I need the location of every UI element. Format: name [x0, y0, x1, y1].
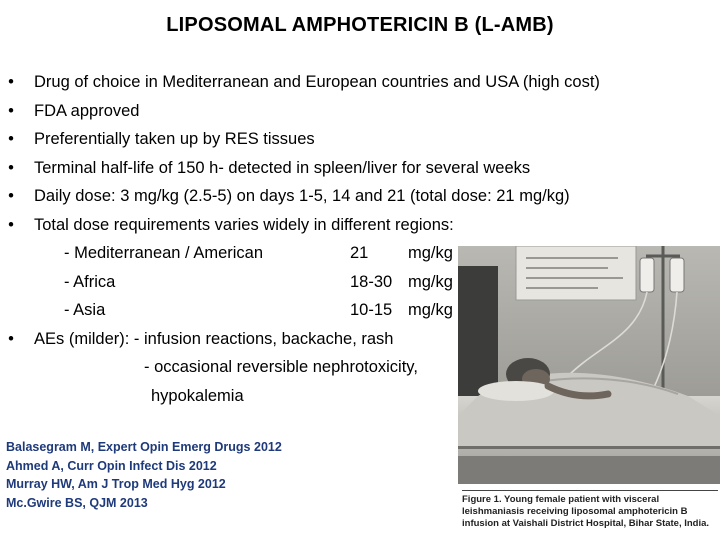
bullet-item	[4, 68, 704, 97]
region-dose-unit: mg/kg	[408, 272, 453, 291]
patient-photo-illustration	[458, 246, 720, 484]
reference-item: Balasegram M, Expert Opin Emerg Drugs 2012	[6, 440, 282, 454]
bullet-text: Preferentially taken up by RES tissues	[34, 130, 315, 148]
bullet-text: Terminal half-life of 150 h- detected in spleen/liver for several weeks	[34, 158, 531, 177]
adverse-effects-line-2: - occasional reversible nephrotoxicity,	[144, 358, 418, 376]
reference-item: Murray HW, Am J Trop Med Hyg 2012	[6, 477, 226, 491]
region-dose-unit: mg/kg	[408, 301, 453, 319]
bullet-text: FDA approved	[34, 101, 140, 120]
adverse-effects-text: AEs (milder): - infusion reactions, backache, rash	[34, 329, 394, 348]
bullet-text: Total dose requirements varies widely in different regions:	[34, 215, 454, 234]
bullet-item	[4, 182, 704, 211]
patient-photo	[458, 246, 720, 484]
bullet-item	[4, 125, 704, 154]
region-name: - Africa	[64, 272, 116, 291]
bullet-icon: •	[8, 329, 14, 348]
region-dose-value: 10-15	[350, 301, 393, 319]
reference-item: Mc.Gwire BS, QJM 2013	[6, 495, 148, 510]
bullet-icon: •	[8, 130, 14, 148]
bullet-text: Drug of choice in Mediterranean and European countries and USA (high cost)	[34, 73, 600, 91]
bullet-icon: •	[8, 101, 14, 120]
adverse-effects-line-3: hypokalemia	[151, 386, 244, 405]
bullet-icon: •	[8, 187, 14, 205]
region-name: - Asia	[64, 301, 106, 319]
references	[6, 438, 282, 512]
region-dose-unit: mg/kg	[408, 244, 453, 262]
caption-rule	[462, 490, 718, 491]
region-name: - Mediterranean / American	[64, 244, 264, 262]
bullet-icon: •	[8, 158, 14, 177]
bullet-icon: •	[8, 215, 14, 234]
slide-title: LIPOSOMAL AMPHOTERICIN B (L-AMB)	[166, 14, 554, 36]
bullet-item	[4, 97, 704, 126]
region-dose-value: 18-30	[350, 272, 393, 291]
bullet-icon: •	[8, 73, 14, 91]
figure-caption: Figure 1. Young female patient with visceral leishmaniasis receiving liposomal amphotericin B infusion at Vaishali District Hospital, Bihar State, India.	[462, 494, 710, 529]
reference-item: Ahmed A, Curr Opin Infect Dis 2012	[6, 458, 217, 473]
region-dose-value: 21	[350, 244, 369, 262]
bullet-text: Daily dose: 3 mg/kg (2.5-5) on days 1-5, 14 and 21 (total dose: 21 mg/kg)	[34, 187, 570, 205]
bullet-item	[4, 154, 704, 183]
bullet-item	[4, 211, 704, 240]
